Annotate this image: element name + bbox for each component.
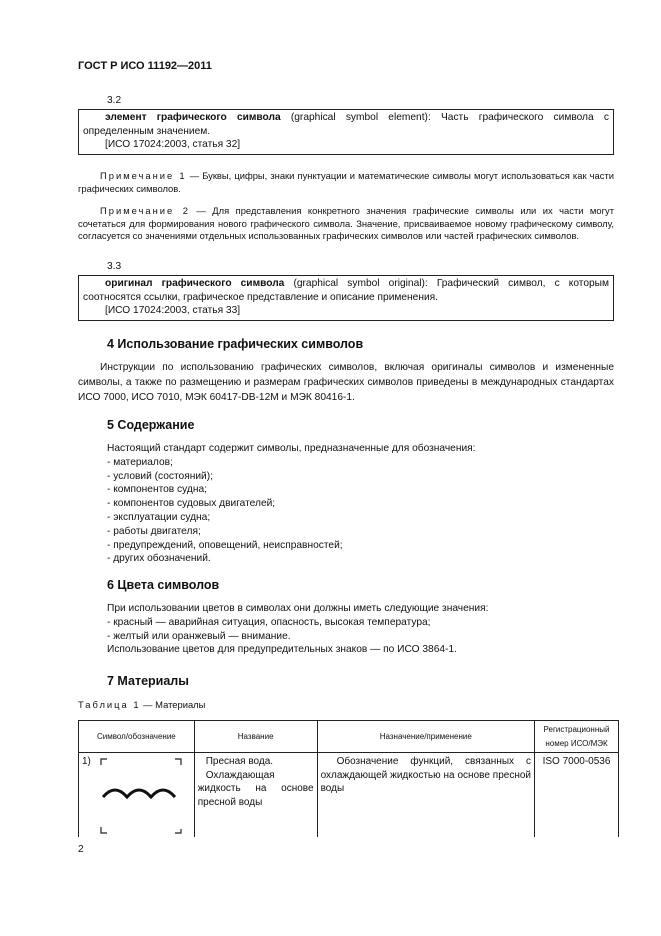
name-cell xyxy=(194,753,317,838)
section-5-title: 5 Содержание xyxy=(107,418,195,432)
section-6-title: 6 Цвета символов xyxy=(107,578,220,592)
column-header: Символ/обозначение xyxy=(79,721,195,753)
term: оригинал графического символа xyxy=(105,278,285,289)
note-text: — Буквы, цифры, знаки пунктуации и математические символы могут использоваться как части графических символов. xyxy=(78,170,614,194)
list-item: - работы двигателя; xyxy=(107,525,201,537)
table-caption xyxy=(78,699,205,712)
fresh-water-symbol-icon xyxy=(99,757,183,835)
page-number: 2 xyxy=(78,844,84,855)
symbol-cell xyxy=(79,753,195,838)
list-item: - предупреждений, оповещений, неисправностей; xyxy=(107,539,343,551)
name-line: Охлаждающая жидкость на основе пресной воды xyxy=(197,769,314,808)
section-6-list xyxy=(107,616,614,644)
list-item: - других обозначений. xyxy=(107,553,211,565)
note-label: Примечание 1 xyxy=(100,170,187,181)
section-5-intro: Настоящий стандарт содержит символы, предназначенные для обозначения: xyxy=(107,443,476,454)
section-4-text: Инструкции по использованию графических символов, включая оригиналы символов и измененные символы, а также по размещению и размерам графических символов приведены в международных стандартах ИСО 7000, ИСО 7010, МЭК 60417-DB-12M и МЭК 80416-1. xyxy=(78,362,614,403)
section-7-title: 7 Материалы xyxy=(107,674,189,688)
note-label: Примечание 2 xyxy=(100,205,190,216)
column-header: Регистрационный номер ИСО/МЭК xyxy=(535,721,619,753)
name-line: Пресная вода. xyxy=(205,756,274,767)
section-4-title: 4 Использование графических символов xyxy=(107,337,364,351)
term-reference: [ИСО 17024:2003, статья 32] xyxy=(105,139,241,150)
note-text: — Для представления конкретного значения графические символы или их части могут сочетаться для формирования нового графического символа. Значение, присваиваемое новому графическому символу, согласуется со значениями отдельных использованных графических символов или частей графических символов. xyxy=(78,205,614,241)
note-2 xyxy=(78,205,614,243)
column-header: Назначение/применение xyxy=(317,721,534,753)
list-item: - компонентов судовых двигателей; xyxy=(107,498,276,510)
term-box-3-3 xyxy=(78,275,614,321)
term-reference: [ИСО 17024:2003, статья 33] xyxy=(105,305,241,316)
document-header: ГОСТ Р ИСО 11192—2011 xyxy=(78,60,212,72)
list-item: - эксплуатации судна; xyxy=(107,511,211,523)
section-5-list xyxy=(107,456,614,566)
note-1 xyxy=(78,170,614,195)
materials-table xyxy=(78,720,619,837)
list-item: - желтый или оранжевый — внимание. xyxy=(107,630,291,642)
section-6-intro: При использовании цветов в символах они должны иметь следующие значения: xyxy=(107,603,489,614)
caption-label: Таблица 1 xyxy=(78,699,141,710)
term: элемент графического символа xyxy=(105,112,281,123)
clause-number: 3.3 xyxy=(107,261,122,272)
section-6-body xyxy=(107,602,614,657)
term-english: (graphical symbol original) xyxy=(293,278,425,289)
row-number: 1) xyxy=(82,756,91,767)
purpose-cell: Обозначение функций, связанных с охлаждающей жидкостью на основе пресной воды xyxy=(317,753,534,838)
column-header: Название xyxy=(194,721,317,753)
list-item: - компонентов судна; xyxy=(107,484,207,496)
registration-cell: ISO 7000-0536 xyxy=(535,753,619,838)
term-definition: : Часть графического символа с определенным значением. xyxy=(83,112,609,137)
list-item: - материалов; xyxy=(107,456,173,468)
list-item: - условий (состояний); xyxy=(107,470,213,482)
table-header-row xyxy=(79,721,619,753)
caption-text: — Материалы xyxy=(140,699,206,710)
term-english: (graphical symbol element) xyxy=(290,112,428,123)
section-6-outro: Использование цветов для предупредительных знаков — по ИСО 3864-1. xyxy=(107,644,457,656)
clause-number: 3.2 xyxy=(107,95,122,106)
section-5-body xyxy=(107,442,614,566)
table-row xyxy=(79,753,619,838)
term-box-3-2 xyxy=(78,109,614,155)
term-definition: : Графический символ, с которым соотносятся ссылки, графическое представление и описание применения. xyxy=(83,278,609,303)
list-item: - красный — аварийная ситуация, опасность, высокая температура; xyxy=(107,616,431,628)
